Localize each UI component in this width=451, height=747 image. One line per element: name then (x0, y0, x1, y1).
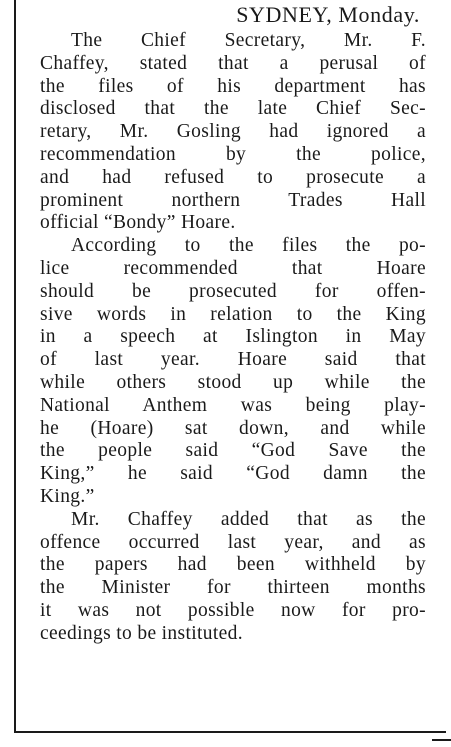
paragraph-2 (40, 235, 426, 509)
column-rule-bottom (14, 731, 446, 733)
text-line: while others stood up while the (40, 371, 426, 393)
text-line: According to the files the po- (71, 235, 426, 257)
text-line: recommendation by the police, (40, 143, 426, 165)
text-line: should be prosecuted for offen- (40, 280, 426, 302)
text-line: sive words in relation to the King (40, 303, 426, 325)
text-line: The Chief Secretary, Mr. F. (71, 30, 426, 51)
text-line: National Anthem was being play- (40, 394, 426, 416)
text-line: the files of his department has (40, 75, 426, 97)
text-line: King.” (40, 485, 95, 507)
text-line: in a speech at Islington in May (40, 326, 426, 348)
dateline: SYDNEY, Monday. (236, 2, 420, 27)
text-line: the people said “God Save the (40, 440, 426, 462)
article-body (40, 30, 426, 646)
text-line: disclosed that the late Chief Sec- (40, 98, 426, 120)
text-line: Chaffey, stated that a perusal of (40, 52, 426, 74)
text-line: prominent northern Trades Hall (40, 189, 426, 211)
text-line: King,” he said “God damn the (40, 463, 426, 485)
paragraph-1 (40, 30, 426, 235)
text-line: offence occurred last year, and as (40, 531, 426, 553)
text-line: and had refused to prosecute a (40, 166, 426, 188)
text-line: of last year. Hoare said that (40, 349, 426, 371)
column-rule-bottom-right (432, 739, 451, 741)
text-line: the papers had been withheld by (40, 554, 426, 576)
text-line: he (Hoare) sat down, and while (40, 417, 426, 439)
text-line: ceedings to be instituted. (40, 622, 243, 644)
text-line: official “Bondy” Hoare. (40, 212, 236, 234)
text-line: it was not possible now for pro- (40, 599, 426, 621)
paragraph-3 (40, 509, 426, 646)
text-line: the Minister for thirteen months (40, 577, 426, 599)
text-line: Mr. Chaffey added that as the (71, 508, 426, 530)
text-line: lice recommended that Hoare (40, 257, 426, 279)
text-line: retary, Mr. Gosling had ignored a (40, 121, 426, 143)
column-rule-left (14, 0, 16, 732)
